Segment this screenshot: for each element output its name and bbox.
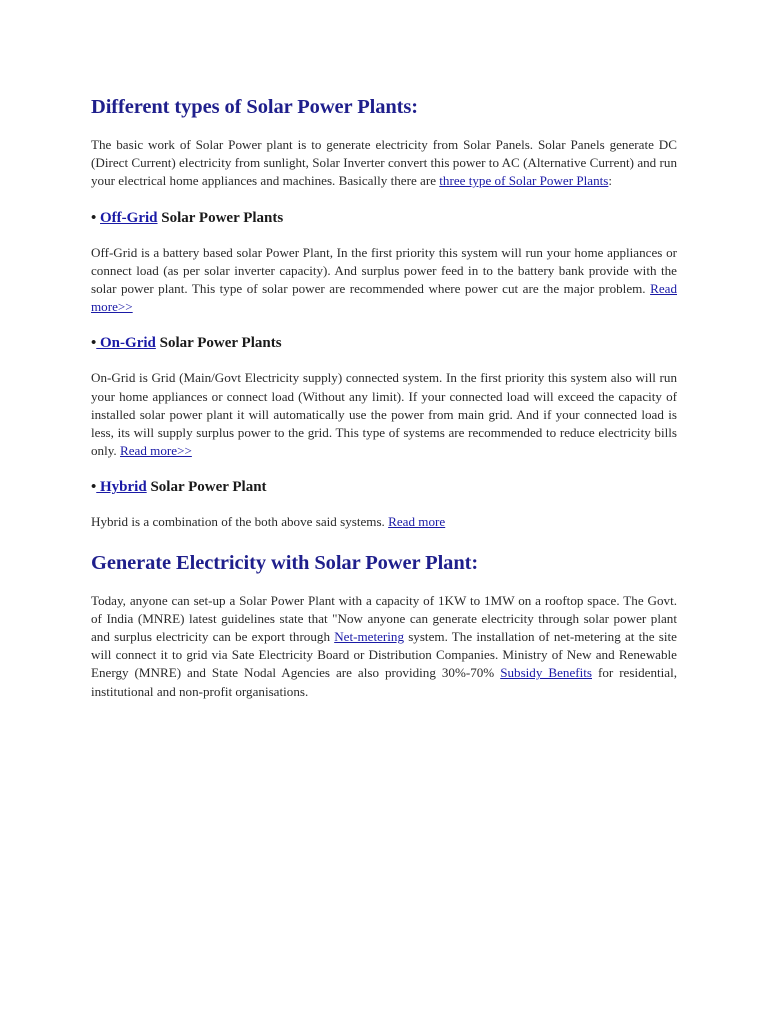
hybrid-bullet: •	[91, 479, 97, 496]
intro-paragraph	[91, 136, 677, 191]
section-heading-types: Different types of Solar Power Plants:	[91, 96, 418, 118]
generate-text-2: system. The installation of net-metering at the site will connect it to grid via Sate Electricity Board or Distribution Companies. Ministry of New and Renewable Energy (MNRE) and State Nodal Agencies are also providing 30%-70%	[91, 629, 677, 681]
intro-suffix: :	[608, 173, 613, 189]
generate-text-3: for residential, institutional and non-profit organisations.	[91, 665, 678, 699]
offgrid-bullet: •	[91, 209, 101, 226]
offgrid-text: Off-Grid is a battery based solar Power Plant, In the first priority this system will run your home appliances or connect load (as per solar inverter capacity). And surplus power feed in to the battery bank provide with the solar power plant. This type of solar power are recommended where power cut are the major problem.	[91, 244, 677, 297]
generate-text-1: Today, anyone can set-up a Solar Power Plant with a capacity of 1KW to 1MW on a rooftop space. The Govt. of India (MNRE) latest guidelines state that "Now anyone can generate electricity through solar power plant and surplus electricity can be export through	[91, 592, 677, 645]
ongrid-heading	[91, 333, 677, 353]
offgrid-link[interactable]: Off-Grid	[100, 209, 158, 226]
three-types-link[interactable]: three type of Solar Power Plants	[439, 173, 609, 189]
section-heading-generate: Generate Electricity with Solar Power Plant:	[91, 551, 479, 574]
ongrid-link[interactable]: On-Grid	[96, 335, 156, 352]
ongrid-heading-rest: Solar Power Plants	[155, 335, 282, 352]
ongrid-paragraph	[91, 369, 677, 460]
ongrid-bullet: •	[91, 335, 97, 352]
offgrid-heading	[91, 208, 677, 228]
hybrid-text: Hybrid is a combination of the both above said systems.	[91, 514, 389, 530]
document-page	[91, 92, 677, 701]
generate-paragraph	[91, 592, 677, 701]
ongrid-text: On-Grid is Grid (Main/Govt Electricity supply) connected system. In the first priority this system also will run your home appliances or connect load (Without any limit). If your connected load will exceed the capacity of installed solar power plant it will automatically use the power from main grid. And if your connected load is less, its will supply surplus power to the grid. This type of systems are recommended to reduce electricity bills only.	[91, 370, 677, 459]
offgrid-paragraph	[91, 244, 677, 317]
ongrid-read-more-link[interactable]: Read more>>	[119, 443, 192, 459]
offgrid-read-more-link[interactable]: Read more>>	[91, 281, 677, 315]
hybrid-read-more-link[interactable]: Read more	[388, 514, 446, 530]
offgrid-heading-rest: Solar Power Plants	[157, 209, 284, 226]
hybrid-heading	[91, 477, 677, 497]
intro-text: The basic work of Solar Power plant is to generate electricity from Solar Panels. Solar Panels generate DC (Direct Current) electricity from sunlight, Solar Inverter convert this power to AC (Alternative Current) and run your electrical home appliances and machines. Basically there are	[91, 137, 677, 189]
hybrid-paragraph	[91, 513, 677, 531]
net-metering-link[interactable]: Net-metering	[334, 629, 404, 645]
subsidy-benefits-link[interactable]: Subsidy Benefits	[500, 665, 592, 681]
hybrid-link[interactable]: Hybrid	[96, 479, 147, 496]
hybrid-heading-rest: Solar Power Plant	[146, 479, 267, 496]
